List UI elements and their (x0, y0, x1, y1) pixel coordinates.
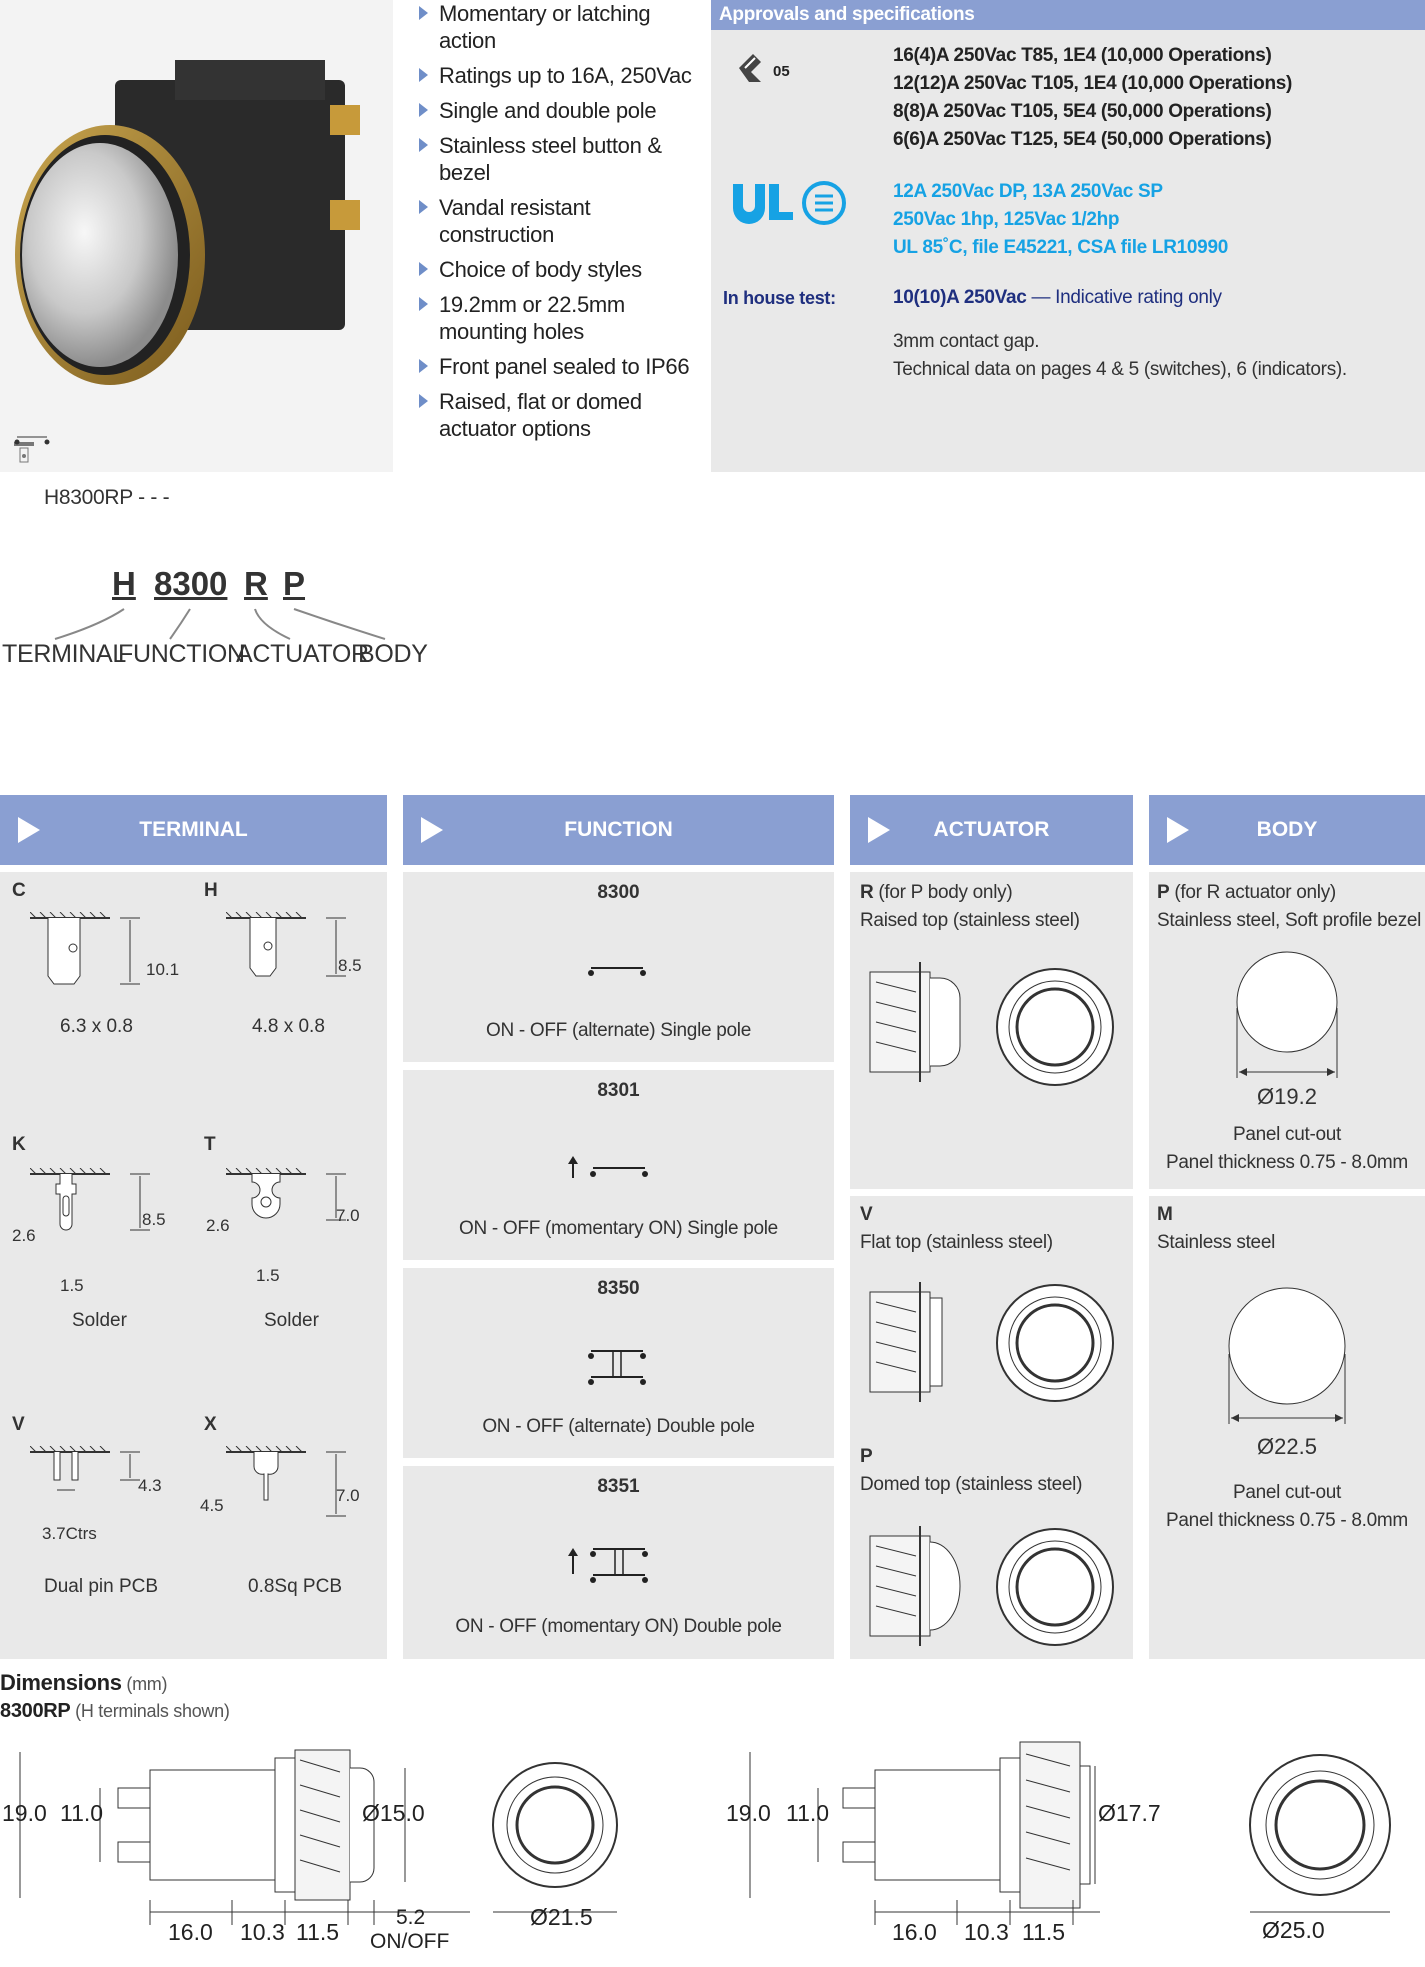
function-code: 8300 (597, 882, 640, 903)
body-diameter: Ø19.2 (1257, 1084, 1317, 1109)
symbol-caption: H8300RP - - - (44, 486, 170, 509)
terminal-dim: 7.0 (336, 1206, 360, 1225)
csa-icon (801, 180, 847, 231)
terminal-side-dim: 2.6 (206, 1216, 230, 1235)
terminal-dim: 8.5 (142, 1210, 166, 1229)
enec-spec: 8(8)A 250Vac T105, 5E4 (50,000 Operations) (893, 101, 1272, 122)
dimensions-model: 8300RP (0, 1700, 71, 1722)
dim-height-inner: 11.0 (60, 1800, 104, 1826)
body-thickness: Panel thickness 0.75 - 8.0mm (1166, 1152, 1408, 1173)
feature-item: Choice of body styles (415, 256, 705, 283)
header-function (403, 795, 834, 865)
dim-travel-note: ON/OFF (370, 1930, 450, 1953)
inhouse-note: — Indicative rating only (1026, 287, 1222, 308)
dimensions-title: Dimensions (0, 1670, 122, 1695)
dim-face: Ø21.5 (530, 1904, 593, 1930)
actuator-desc: Flat top (stainless steel) (860, 1232, 1053, 1253)
body-cutout: Panel cut-out (1232, 1124, 1342, 1145)
part-code-diagram (0, 565, 428, 675)
body-cutout-drawing (1229, 948, 1349, 1098)
terminal-code: V (12, 1414, 25, 1435)
enec-mark: 05 (773, 63, 790, 80)
feature-item: Raised, flat or domed actuator options (415, 388, 705, 442)
code-actuator: R (244, 565, 268, 602)
body-desc: Stainless steel, Soft profile bezel (1157, 910, 1422, 931)
dim-length: 11.5 (296, 1919, 340, 1945)
terminal-caption: 0.8Sq PCB (248, 1576, 342, 1597)
actuator-side-drawing (864, 1516, 964, 1656)
terminal-caption: 4.8 x 0.8 (252, 1016, 325, 1037)
momentary-contact-icon (563, 1152, 653, 1182)
terminal-side-dim: 4.5 (200, 1496, 224, 1515)
terminal-code: K (12, 1134, 26, 1155)
terminal-panel (0, 872, 387, 1659)
terminal-dim: 4.3 (138, 1476, 162, 1495)
code-body: P (283, 565, 306, 602)
terminal-dim: 10.1 (146, 960, 180, 979)
terminal-side-dim: 2.6 (12, 1226, 36, 1245)
dim-length: 10.3 (240, 1919, 285, 1945)
body-cutout: Panel cut-out (1232, 1482, 1342, 1503)
contact-symbol-icon (583, 960, 653, 980)
function-card (403, 1268, 834, 1458)
dim-height-inner: 11.0 (786, 1800, 830, 1826)
function-code: 8301 (597, 1080, 640, 1101)
function-code: 8351 (597, 1476, 640, 1497)
body-card (1149, 872, 1425, 1189)
dim-diameter: Ø15.0 (362, 1800, 425, 1826)
terminal-bottom-dim: 3.7Ctrs (42, 1524, 97, 1543)
function-code: 8350 (597, 1278, 640, 1299)
code-terminal: H (112, 565, 136, 602)
actuator-side-drawing (864, 952, 964, 1092)
feature-item: Stainless steel button & bezel (415, 132, 705, 186)
approvals-panel (711, 0, 1425, 472)
function-desc: ON - OFF (momentary ON) Single pole (459, 1218, 778, 1239)
dim-length: 16.0 (168, 1919, 213, 1945)
header-label: BODY (1256, 818, 1318, 841)
spec-note: Technical data on pages 4 & 5 (switches), 6 (indicators). (893, 359, 1347, 380)
terminal-dim: 8.5 (338, 956, 362, 975)
function-desc: ON - OFF (alternate) Single pole (486, 1020, 751, 1041)
function-card (403, 1466, 834, 1659)
terminal-h-drawing (226, 912, 386, 992)
inhouse-value: 10(10)A 250Vac (893, 287, 1027, 308)
enec-spec: 16(4)A 250Vac T85, 1E4 (10,000 Operations) (893, 45, 1272, 66)
code-label: ACTUATOR (236, 640, 369, 668)
dim-travel: 5.2 (396, 1906, 426, 1929)
double-pole-contact-icon (583, 1342, 653, 1392)
terminal-bottom-dim: 1.5 (60, 1276, 84, 1295)
body-code: M (1157, 1204, 1173, 1225)
enec-spec: 12(12)A 250Vac T105, 1E4 (10,000 Operations) (893, 73, 1293, 94)
terminal-code: H (204, 880, 218, 901)
dimensions-unit: (mm) (121, 1674, 168, 1694)
dim-diameter: Ø17.7 (1098, 1800, 1161, 1826)
dim-height: 19.0 (726, 1800, 771, 1826)
terminal-dim: 7.0 (336, 1486, 360, 1505)
actuator-code: R (860, 882, 874, 903)
body-desc: Stainless steel (1157, 1232, 1276, 1253)
code-connectors (0, 605, 420, 645)
header-label: TERMINAL (139, 818, 248, 841)
code-label: FUNCTION (118, 640, 245, 668)
dim-face: Ø25.0 (1262, 1917, 1325, 1943)
ul-spec: 250Vac 1hp, 125Vac 1/2hp (893, 209, 1120, 230)
body-cutout-drawing (1223, 1284, 1353, 1444)
header-terminal (0, 795, 387, 865)
product-photo (0, 0, 393, 509)
terminal-code: X (204, 1414, 217, 1435)
header-body (1149, 795, 1425, 865)
terminal-caption: Solder (72, 1310, 127, 1331)
actuator-code: V (860, 1204, 873, 1225)
actuator-card (850, 872, 1133, 1189)
feature-item: Momentary or latching action (415, 0, 705, 54)
spec-note: 3mm contact gap. (893, 331, 1040, 352)
actuator-front-drawing (990, 1522, 1120, 1652)
enec-spec: 6(6)A 250Vac T125, 5E4 (50,000 Operations) (893, 129, 1272, 150)
terminal-code: C (12, 880, 26, 901)
feature-item: Ratings up to 16A, 250Vac (415, 62, 705, 89)
ul-spec: UL 85˚C, file E45221, CSA file LR10990 (893, 237, 1228, 258)
function-desc: ON - OFF (alternate) Double pole (482, 1416, 755, 1437)
actuator-front-drawing (990, 962, 1120, 1092)
dim-length: 16.0 (892, 1919, 937, 1945)
approvals-title: Approvals and specifications (711, 0, 1425, 30)
feature-item: Vandal resistant construction (415, 194, 705, 248)
code-function: 8300 (154, 565, 228, 602)
body-code: P (1157, 882, 1170, 903)
ul-spec: 12A 250Vac DP, 13A 250Vac SP (893, 181, 1163, 202)
actuator-desc: Raised top (stainless steel) (860, 910, 1080, 931)
enec-icon (731, 48, 811, 93)
body-thickness: Panel thickness 0.75 - 8.0mm (1166, 1510, 1408, 1531)
terminal-caption: Dual pin PCB (44, 1576, 159, 1597)
dimensions-title-line (0, 1670, 167, 1696)
feature-item: Front panel sealed to IP66 (415, 353, 705, 380)
actuator-front-drawing (990, 1278, 1120, 1408)
actuator-note: (for P body only) (873, 882, 1013, 903)
header-actuator (850, 795, 1133, 865)
body-note: (for R actuator only) (1169, 882, 1336, 903)
ul-icon (729, 178, 799, 229)
header-label: ACTUATOR (933, 818, 1050, 841)
terminal-bottom-dim: 1.5 (256, 1266, 280, 1285)
feature-list (415, 0, 705, 450)
actuator-side-drawing (864, 1272, 964, 1412)
function-card (403, 1070, 834, 1260)
feature-item: 19.2mm or 22.5mm mounting holes (415, 291, 705, 345)
dim-height: 19.0 (2, 1800, 47, 1826)
dim-length: 11.5 (1022, 1919, 1066, 1945)
code-label: BODY (358, 640, 428, 668)
header-label: FUNCTION (564, 818, 673, 841)
feature-item: Single and double pole (415, 97, 705, 124)
actuator-code: P (860, 1446, 873, 1467)
actuator-card (850, 1196, 1133, 1659)
code-label: TERMINAL (2, 640, 127, 668)
switch-photo (0, 0, 393, 472)
terminal-caption: Solder (264, 1310, 319, 1331)
dimensions-model-line (0, 1700, 230, 1723)
function-desc: ON - OFF (momentary ON) Double pole (455, 1616, 782, 1637)
body-diameter: Ø22.5 (1257, 1434, 1317, 1459)
terminal-code: T (204, 1134, 216, 1155)
function-card (403, 872, 834, 1062)
actuator-desc: Domed top (stainless steel) (860, 1474, 1083, 1495)
dim-length: 10.3 (964, 1919, 1009, 1945)
terminal-c-drawing (30, 912, 190, 992)
inhouse-label: In house test: (723, 288, 836, 308)
terminal-caption: 6.3 x 0.8 (60, 1016, 133, 1037)
dimensions-model-note: (H terminals shown) (70, 1701, 230, 1721)
double-pole-momentary-icon (563, 1538, 653, 1590)
body-card (1149, 1196, 1425, 1659)
